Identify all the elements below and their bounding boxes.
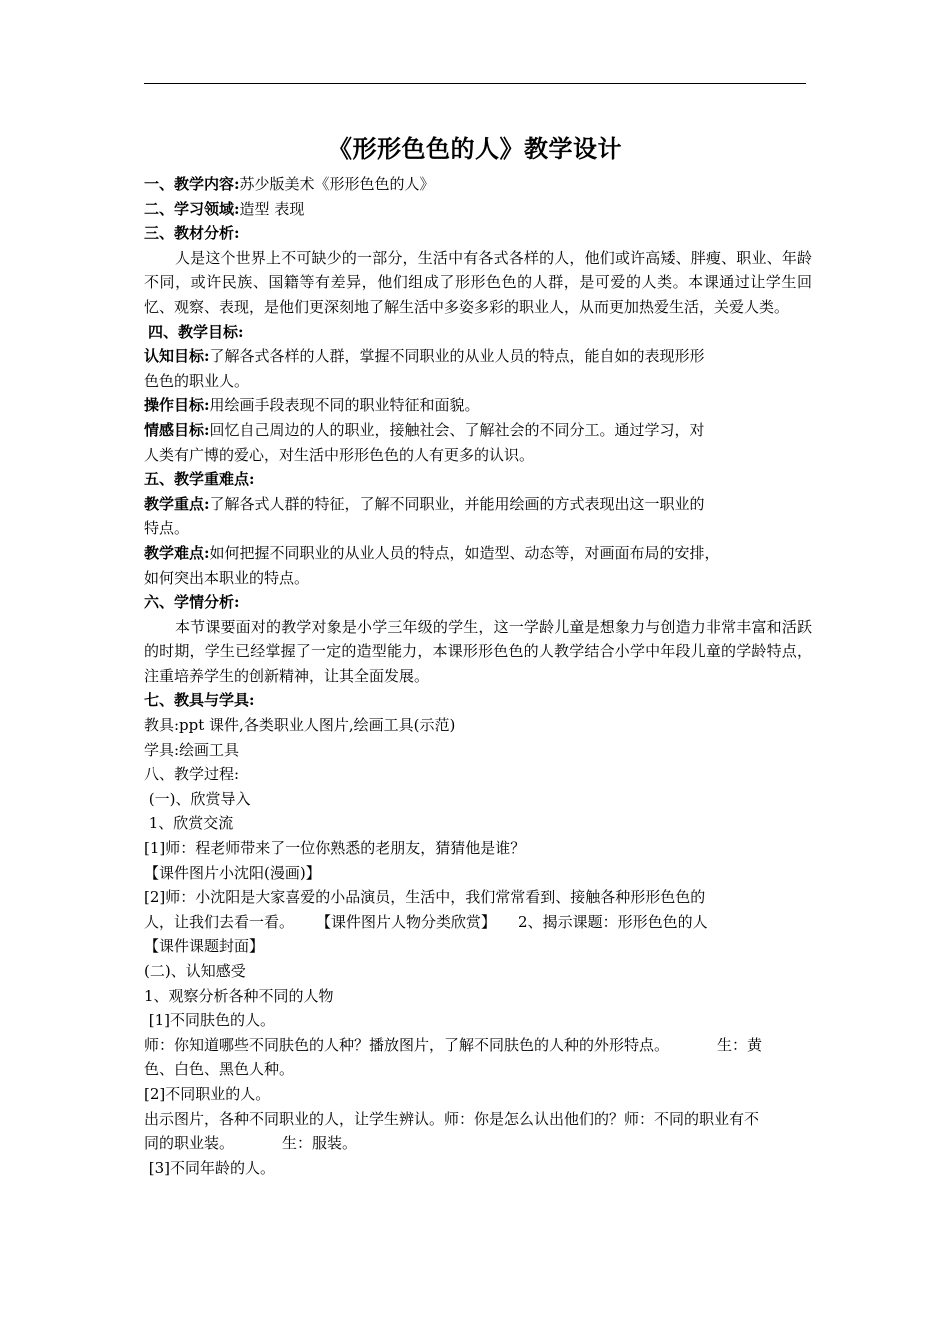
process-line: 1、观察分析各种不同的人物 — [144, 986, 334, 1005]
keypoint-difficulty-label: 教学难点: — [144, 543, 210, 562]
job-text-c: 生：服装。 — [282, 1134, 358, 1153]
process-line: [2]师：小沈阳是大家喜爱的小品演员，生活中，我们常常看到、接触各种形形色色的 — [144, 888, 706, 907]
goal-emotion-text1: 回忆自己周边的人的职业，接触社会、了解社会的不同分工。通过学习，对 — [209, 420, 705, 439]
process-line: (二)、认知感受 — [144, 962, 246, 980]
people-text-b: 【课件图片人物分类欣赏】 — [316, 912, 497, 931]
goal-operation — [144, 393, 812, 418]
process-line: (一)、欣赏导入 — [144, 789, 251, 808]
process-skin-line1 — [144, 1033, 812, 1058]
process-line: 【课件课题封面】 — [144, 937, 265, 956]
section-analysis-label: 三、教材分析: — [144, 224, 240, 243]
students-text: 本节课要面对的教学对象是小学三年级的学生，这一学龄儿童是想象力与创造力非常丰富和活跃的时期，学生已经掌握了一定的造型能力，本课形形色色的人教学结合小学中年段儿童的学龄特点，注重培养学生的创新精神，让其全面发展。 — [144, 617, 812, 685]
keypoint-difficulty-line2: 如何突出本职业的特点。 — [144, 568, 310, 587]
keypoint-focus-text1: 了解各式人群的特征，了解不同职业，并能用绘画的方式表现出这一职业的 — [209, 494, 705, 513]
process-line: [1]师：程老师带来了一位你熟悉的老朋友，猜猜他是谁？ — [144, 839, 526, 858]
tools-teacher: 教具:ppt 课件,各类职业人图片,绘画工具(示范) — [144, 716, 456, 735]
goal-cognitive-line2: 色色的职业人。 — [144, 371, 250, 390]
section-domain-label: 二、学习领域: — [144, 199, 240, 218]
process-line: 1、欣赏交流 — [144, 814, 234, 833]
section-domain-text: 造型 表现 — [239, 199, 305, 218]
section-process-label: 八、教学过程: — [144, 765, 240, 784]
goal-emotion-line1 — [144, 418, 812, 443]
process-line: 【课件图片小沈阳(漫画)】 — [144, 863, 321, 882]
section-tools-label: 七、教具与学具: — [144, 691, 255, 710]
keypoint-focus-line2: 特点。 — [144, 519, 190, 538]
process-skin-line2: 色、白色、黑色人种。 — [144, 1060, 295, 1079]
process-job-line2 — [144, 1131, 812, 1156]
analysis-text: 人是这个世界上不可缺少的一部分，生活中有各式各样的人，他们或许高矮、胖瘦、职业、年龄不同，或许民族、国籍等有差异，他们组成了形形色色的人群，是可爱的人类。本课通过让学生回忆、观察、表现，是他们更深刻地了解生活中多姿多彩的职业人，从而更加热爱生活，关爱人类。 — [144, 248, 812, 316]
keypoint-focus-line1 — [144, 492, 812, 517]
page-title: 《形形色色的人》教学设计 — [328, 135, 622, 163]
section-goals-label: 四、教学目标: — [148, 322, 244, 341]
section-analysis-paragraph — [144, 246, 812, 320]
keypoint-difficulty-line1 — [144, 541, 812, 566]
process-job-line1: 出示图片，各种不同职业的人，让学生辨认。师：你是怎么认出他们的？师：不同的职业有不 — [144, 1109, 760, 1128]
keypoint-difficulty-text1: 如何把握不同职业的从业人员的特点，如造型、动态等，对画面布局的安排， — [209, 543, 720, 562]
people-text-c: 2、揭示课题：形形色色的人 — [518, 912, 708, 931]
section-content-label: 一、教学内容: — [144, 175, 240, 193]
goal-cognitive-text1: 了解各式各样的人群，掌握不同职业的从业人员的特点，能自如的表现形形 — [209, 347, 705, 366]
tools-student: 学具:绘画工具 — [144, 740, 240, 759]
section-content — [144, 172, 812, 197]
goal-cognitive-label: 认知目标: — [144, 347, 210, 366]
document-body — [144, 172, 812, 1180]
header-rule — [144, 83, 806, 84]
section-students-paragraph — [144, 615, 812, 689]
process-job-title: [2]不同职业的人。 — [144, 1084, 271, 1103]
goal-operation-text: 用绘画手段表现不同的职业特征和面貌。 — [209, 396, 480, 415]
goal-operation-label: 操作目标: — [144, 396, 210, 415]
goal-emotion-label: 情感目标: — [144, 420, 210, 439]
people-text-a: 人，让我们去看一看。 — [144, 912, 295, 931]
goal-emotion-line2: 人类有广博的爱心，对生活中形形色色的人有更多的认识。 — [144, 445, 535, 464]
process-people-line — [144, 910, 812, 935]
process-age-title: [3]不同年龄的人。 — [144, 1158, 276, 1177]
section-keypoints-label: 五、教学重难点: — [144, 470, 255, 489]
skin-text-b: 生：黄 — [717, 1035, 763, 1054]
job-text-b: 同的职业装。 — [144, 1134, 235, 1153]
keypoint-focus-label: 教学重点: — [144, 494, 210, 513]
skin-text-a: 师：你知道哪些不同肤色的人种？播放图片，了解不同肤色的人种的外形特点。 — [144, 1035, 670, 1054]
section-students-label: 六、学情分析: — [144, 593, 240, 612]
section-domain — [144, 197, 812, 222]
process-line: [1]不同肤色的人。 — [144, 1011, 276, 1030]
section-content-text: 苏少版美术《形形色色的人》 — [239, 175, 435, 193]
goal-cognitive-line1 — [144, 344, 812, 369]
